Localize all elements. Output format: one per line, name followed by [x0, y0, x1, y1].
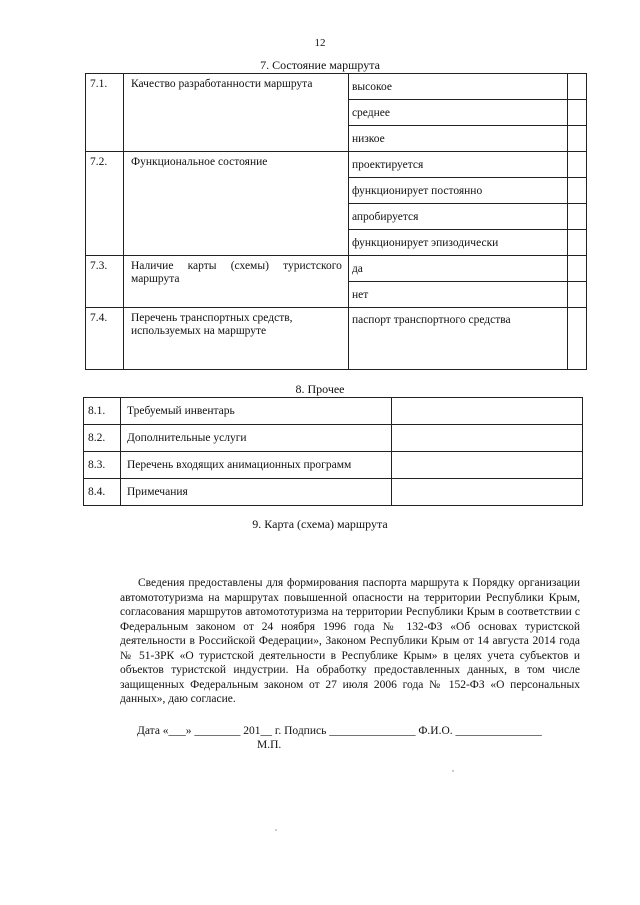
row-number: 7.1. — [86, 74, 124, 152]
row-name: Качество разработанности маршрута — [124, 74, 349, 152]
row-number: 8.2. — [84, 425, 121, 452]
option-label: проектируется — [348, 152, 567, 178]
table-row — [86, 256, 587, 282]
consent-text: Сведения предоставлены для формирования паспорта маршрута к Порядку организации автомототуризма на маршрутах повышенной опасности на территории Республики Крым, согласования маршрутов автомототуризма на территории Республики Крым в соответствии с Федеральным законом от 24 ноября 1996 года № 132-ФЗ «Об основах туристской деятельности в Российской Федерации», Законом Республики Крым от 14 августа 2014 года № 51-ЗРК «О туристской деятельности в Республике Крым» в целях учета субъектов и объектов туристской индустрии. На обработку предоставленных данных, в том числе защищенных Федеральным законом от 27 июля 2006 года № 152-ФЗ «О персональных данных», даю согласие. — [120, 577, 580, 705]
row-name: Дополнительные услуги — [121, 425, 392, 452]
row-name: Перечень транспортных средств, используемых на маршруте — [124, 308, 349, 370]
value-field[interactable] — [392, 452, 583, 479]
table-row — [84, 452, 583, 479]
row-name: Требуемый инвентарь — [121, 398, 392, 425]
row-number: 7.2. — [86, 152, 124, 256]
option-label: да — [348, 256, 567, 282]
option-label: нет — [348, 282, 567, 308]
option-checkbox[interactable] — [568, 308, 587, 370]
scan-speck — [452, 770, 454, 772]
option-checkbox[interactable] — [568, 100, 587, 126]
consent-paragraph — [120, 576, 580, 707]
table-row — [86, 152, 587, 178]
other-info-table — [83, 397, 583, 506]
row-number: 8.3. — [84, 452, 121, 479]
option-checkbox[interactable] — [568, 230, 587, 256]
option-label: паспорт транспортного средства — [348, 308, 567, 370]
value-field[interactable] — [392, 425, 583, 452]
table-row — [84, 479, 583, 506]
row-number: 8.4. — [84, 479, 121, 506]
page-number: 12 — [314, 37, 326, 49]
option-checkbox[interactable] — [568, 178, 587, 204]
table-row — [84, 398, 583, 425]
row-number: 7.3. — [86, 256, 124, 308]
option-checkbox[interactable] — [568, 152, 587, 178]
table-row — [84, 425, 583, 452]
row-name: Наличие карты (схемы) туристского маршрута — [124, 256, 349, 308]
route-state-table — [85, 73, 587, 370]
scan-speck — [275, 829, 277, 831]
signature-line: Дата «___» ________ 201__ г. Подпись _______________ Ф.И.О. _______________ — [137, 725, 542, 737]
option-checkbox[interactable] — [568, 256, 587, 282]
option-checkbox[interactable] — [568, 204, 587, 230]
row-number: 8.1. — [84, 398, 121, 425]
option-checkbox[interactable] — [568, 74, 587, 100]
value-field[interactable] — [392, 398, 583, 425]
option-label: среднее — [348, 100, 567, 126]
option-checkbox[interactable] — [568, 282, 587, 308]
section-9-title: 9. Карта (схема) маршрута — [252, 517, 388, 531]
option-label: апробируется — [348, 204, 567, 230]
row-name: Функциональное состояние — [124, 152, 349, 256]
section-7-title: 7. Состояние маршрута — [260, 58, 380, 72]
row-number: 7.4. — [86, 308, 124, 370]
stamp-label: М.П. — [257, 739, 282, 751]
table-row — [86, 308, 587, 370]
option-checkbox[interactable] — [568, 126, 587, 152]
row-name: Примечания — [121, 479, 392, 506]
table-row — [86, 74, 587, 100]
value-field[interactable] — [392, 479, 583, 506]
section-8-title: 8. Прочее — [295, 382, 345, 396]
option-label: функционирует эпизодически — [348, 230, 567, 256]
option-label: высокое — [348, 74, 567, 100]
row-name: Перечень входящих анимационных программ — [121, 452, 392, 479]
option-label: функционирует постоянно — [348, 178, 567, 204]
option-label: низкое — [348, 126, 567, 152]
